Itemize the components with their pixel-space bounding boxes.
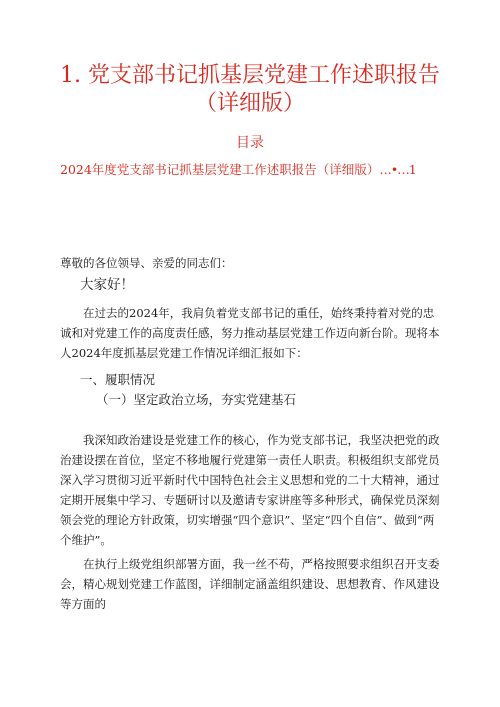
body-paragraph-1: 我深知政治建设是党建工作的核心，作为党支部书记，我坚决把党的政治建设摆在首位，坚定不移地履行党建第一责任人职责。积极组织支部党员深入学习贯彻习近平新时代中国特色社会主义思想和党的二十大精神，通过定期开展集中学习、专题研讨以及邀请专家讲座等多种形式，确保党员深刻领会党的理论方针政策，切实增强“四个意识”、坚定“四个自信”、做到“两个维护”。 [60,433,440,547]
toc-entry-leader: …•… [379,162,409,177]
toc-entry-page: 1 [408,162,417,177]
document-title-line2: （详细版） [194,91,305,116]
body-paragraph-2: 在执行上级党组织部署方面，我一丝不苟，严格按照要求组织召开支委会，精心规划党建工作蓝图，详细制定涵盖组织建设、思想教育、作风建设等方面的 [60,557,440,611]
toc-entry[interactable] [60,160,417,178]
section-heading-1: 一、履职情况 [80,372,156,387]
salutation: 尊敬的各位领导、亲爱的同志们： [60,256,233,270]
subsection-heading-1: （一）坚定政治立场，夯实党建基石 [96,392,297,407]
toc-heading: 目录 [236,135,264,151]
document-title-line1: 1. 党支部书记抓基层党建工作述职报告 [60,63,440,88]
intro-paragraph: 在过去的2024年，我肩负着党支部书记的重任，始终秉持着对党的忠诚和对党建工作的高度责任感，努力推动基层党建工作迈向新台阶。现将本人2024年度抓基层党建工作情况详细汇报如下： [60,306,440,360]
greeting: 大家好！ [80,277,134,293]
toc-entry-text: 2024年度党支部书记抓基层党建工作述职报告（详细版） [60,162,380,177]
